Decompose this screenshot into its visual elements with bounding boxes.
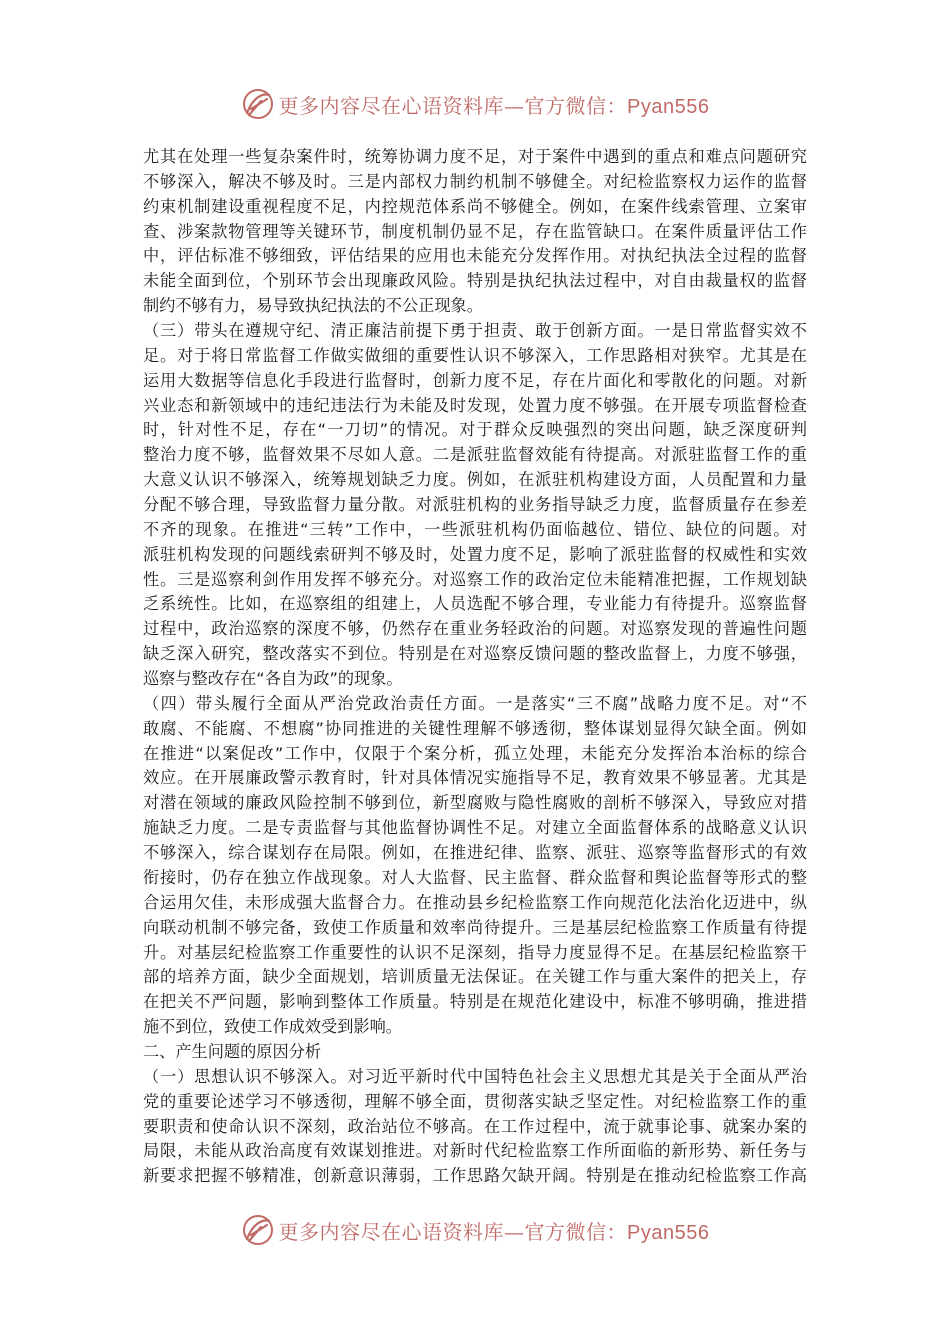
- text-line: 不齐的现象。在推进“三转”工作中，一些派驻机构仍面临越位、错位、缺位的问题。对: [143, 519, 807, 539]
- text-line: 足。对于将日常监督工作做实做细的重要性认识不够深入，工作思路相对狭窄。尤其是在: [143, 345, 807, 365]
- text-line: 要职责和使命认识不深刻，政治站位不够高。在工作过程中，流于就事论事、就案办案的: [143, 1116, 807, 1136]
- text-line: 运用大数据等信息化手段进行监督时，创新力度不足，存在片面化和零散化的问题。对新: [143, 370, 807, 390]
- text-line: 在把关不严问题，影响到整体工作质量。特别是在规范化建设中，标准不够明确，推进措: [143, 992, 807, 1012]
- text-line: 施缺乏力度。二是专责监督与其他监督协调性不足。对建立全面监督体系的战略意义认识: [143, 818, 807, 838]
- text-line: 巡察与整改存在“各自为政”的现象。: [143, 669, 403, 689]
- text-line: 效应。在开展廉政警示教育时，针对具体情况实施指导不足，教育效果不够显著。尤其是: [143, 768, 807, 788]
- text-line: 不够深入，解决不够及时。三是内部权力制约机制不够健全。对纪检监察权力运作的监督: [143, 171, 807, 191]
- text-line: （一）思想认识不够深入。对习近平新时代中国特色社会主义思想尤其是关于全面从严治: [143, 1066, 807, 1086]
- watermark-text: 更多内容尽在心语资料库—官方微信：Pyan556: [278, 93, 710, 118]
- text-line: 中，评估标准不够细致，评估结果的应用也未能充分发挥作用。对执纪执法全过程的监督: [143, 246, 807, 266]
- text-line: 乏系统性。比如，在巡察组的组建上，人员选配不够合理，专业能力有待提升。巡察监督: [143, 594, 807, 614]
- text-line: 时，针对性不足，存在“一刀切”的情况。对于群众反映强烈的突出问题，缺乏深度研判: [143, 420, 807, 440]
- text-line: 派驻机构发现的问题线索研判不够及时，处置力度不足，影响了派驻监督的权威性和实效: [143, 544, 807, 564]
- text-line: 分配不够合理，导致监督力量分散。对派驻机构的业务指导缺乏力度，监督质量存在参差: [143, 495, 807, 515]
- text-line: 党的重要论述学习不够透彻，理解不够全面，贯彻落实缺乏坚定性。对纪检监察工作的重: [143, 1091, 807, 1111]
- text-line: 过程中，政治巡察的深度不够，仍然存在重业务轻政治的问题。对巡察发现的普遍性问题: [143, 619, 807, 639]
- watermark-text: 更多内容尽在心语资料库—官方微信：Pyan556: [278, 1219, 710, 1244]
- text-line: 向联动机制不够完备，致使工作质量和效率尚待提升。三是基层纪检监察工作质量有待提: [143, 917, 807, 937]
- text-line: 二、产生问题的原因分析: [143, 1041, 322, 1061]
- text-line: 大意义认识不够深入，统筹规划缺乏力度。例如，在派驻机构建设方面，人员配置和力量: [143, 470, 807, 490]
- text-line: （三）带头在遵规守纪、清正廉洁前提下勇于担责、敢于创新方面。一是日常监督实效不: [143, 321, 807, 341]
- footer-watermark: [0, 1208, 950, 1252]
- text-line: 制约不够有力，易导致执纪执法的不公正现象。: [143, 296, 483, 316]
- text-line: 局限，未能从政治高度有效谋划推进。对新时代纪检监察工作所面临的新形势、新任务与: [143, 1141, 807, 1161]
- text-line: 部的培养方面，缺少全面规划，培训质量无法保证。在关键工作与重大案件的把关上，存: [143, 967, 807, 987]
- text-line: 约束机制建设重视程度不足，内控规范体系尚不够健全。例如，在案件线索管理、立案审: [143, 196, 807, 216]
- text-line: 对潜在领域的廉政风险控制不够到位，新型腐败与隐性腐败的剖析不够深入，导致应对措: [143, 793, 807, 813]
- text-line: 未能全面到位，个别环节会出现廉政风险。特别是执纪执法过程中，对自由裁量权的监督: [143, 271, 807, 291]
- text-line: 在推进“以案促改”工作中，仅限于个案分析，孤立处理，未能充分发挥治本治标的综合: [143, 743, 807, 763]
- text-line: 性。三是巡察利剑作用发挥不够充分。对巡察工作的政治定位未能精准把握，工作规划缺: [143, 569, 807, 589]
- signature-logo-icon: [241, 87, 275, 121]
- text-line: 查、涉案款物管理等关键环节，制度机制仍显不足，存在监管缺口。在案件质量评估工作: [143, 221, 807, 241]
- text-line: （四）带头履行全面从严治党政治责任方面。一是落实“三不腐”战略力度不足。对“不: [143, 693, 807, 713]
- header-watermark: [0, 82, 950, 126]
- document-body: [143, 145, 807, 1189]
- text-line: 衔接时，仍存在独立作战现象。对人大监督、民主监督、群众监督和舆论监督等形式的整: [143, 867, 807, 887]
- signature-logo-icon: [241, 1213, 275, 1247]
- text-line: 合运用欠佳，未形成强大监督合力。在推动县乡纪检监察工作向规范化法治化迈进中，纵: [143, 892, 807, 912]
- text-line: 升。对基层纪检监察工作重要性的认识不足深刻，指导力度显得不足。在基层纪检监察干: [143, 942, 807, 962]
- text-line: 新要求把握不够精准，创新意识薄弱，工作思路欠缺开阔。特别是在推动纪检监察工作高: [143, 1166, 807, 1186]
- text-line: 整治力度不够，监督效果不尽如人意。二是派驻监督效能有待提高。对派驻监督工作的重: [143, 445, 807, 465]
- text-line: 不够深入，综合谋划存在局限。例如，在推进纪律、监察、派驻、巡察等监督形式的有效: [143, 843, 807, 863]
- text-line: 兴业态和新领域中的违纪违法行为未能及时发现，处置力度不够强。在开展专项监督检查: [143, 395, 807, 415]
- text-line: 敢腐、不能腐、不想腐”协同推进的关键性理解不够透彻，整体谋划显得欠缺全面。例如: [143, 718, 807, 738]
- text-line: 施不到位，致使工作成效受到影响。: [143, 1017, 402, 1037]
- text-line: 尤其在处理一些复杂案件时，统筹协调力度不足，对于案件中遇到的重点和难点问题研究: [143, 147, 807, 166]
- text-line: 缺乏深入研究，整改落实不到位。特别是在对巡察反馈问题的整改监督上，力度不够强，: [143, 644, 807, 664]
